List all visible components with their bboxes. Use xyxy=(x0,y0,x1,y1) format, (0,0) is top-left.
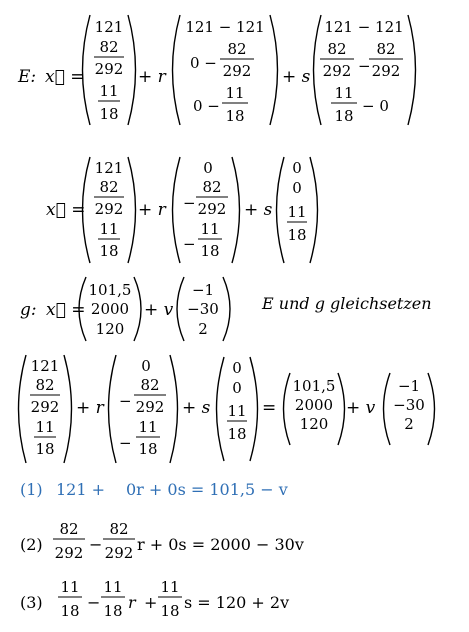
dir2-comp-3-suffix: − 0 xyxy=(362,97,389,115)
svg-text:+ v: + v xyxy=(346,398,376,418)
dir2-frac-a-den: 292 xyxy=(322,62,352,80)
base-frac3-num: 11 xyxy=(99,82,119,100)
dir2-frac3-num: 11 xyxy=(334,84,354,102)
svg-text:2000: 2000 xyxy=(90,300,130,318)
svg-text:+: + xyxy=(144,593,158,612)
dir2-frac-b-den: 292 xyxy=(371,62,401,80)
svg-text:s = 120 + 2v: s = 120 + 2v xyxy=(184,593,290,612)
plane-simplified xyxy=(0,155,469,265)
base-comp-1: 121 xyxy=(94,18,124,36)
note-set-equal: E und g gleichsetzen xyxy=(262,294,432,313)
svg-text:0: 0 xyxy=(292,179,302,197)
svg-text:82: 82 xyxy=(202,178,222,196)
dir1-frac3-den: 18 xyxy=(225,107,245,125)
equation-2 xyxy=(20,520,304,562)
svg-text:121: 121 xyxy=(94,159,124,177)
svg-text:+ v: + v xyxy=(144,300,174,320)
svg-text:18: 18 xyxy=(200,242,220,260)
svg-text:101,5: 101,5 xyxy=(292,377,336,395)
svg-text:2: 2 xyxy=(198,320,208,338)
svg-text:120: 120 xyxy=(299,415,329,433)
svg-text:11: 11 xyxy=(103,578,123,596)
svg-text:=: = xyxy=(262,398,277,418)
svg-text:11: 11 xyxy=(287,203,307,221)
svg-text:11: 11 xyxy=(227,402,247,420)
svg-text:2: 2 xyxy=(404,415,414,433)
dir1-comp-3-prefix: 0 − xyxy=(193,97,220,115)
dir2-frac3-den: 18 xyxy=(334,107,354,125)
svg-text:0: 0 xyxy=(232,379,242,397)
svg-text:18: 18 xyxy=(227,425,247,443)
dir2-minus: − xyxy=(358,57,371,75)
position-vector-x: x⃗ = xyxy=(46,200,86,220)
svg-text:0: 0 xyxy=(232,359,242,377)
equation-3 xyxy=(20,578,289,620)
dir2-comp-1: 121 − 121 xyxy=(324,18,404,36)
svg-text:2000: 2000 xyxy=(294,396,334,414)
dir1-comp-2-prefix: 0 − xyxy=(190,54,217,72)
svg-text:18: 18 xyxy=(35,440,55,458)
svg-text:11: 11 xyxy=(60,578,80,596)
svg-text:−1: −1 xyxy=(191,281,215,299)
svg-text:292: 292 xyxy=(94,200,124,218)
svg-text:0: 0 xyxy=(203,159,213,177)
svg-text:−: − xyxy=(183,235,196,253)
plus-s: + s xyxy=(282,67,311,87)
svg-text:121: 121 xyxy=(30,357,60,375)
svg-text:(3): (3) xyxy=(20,593,43,612)
svg-text:0r + 0s = 101,5 − v: 0r + 0s = 101,5 − v xyxy=(126,480,288,499)
svg-text:r: r xyxy=(128,593,136,612)
plane-equation xyxy=(0,10,469,130)
svg-text:−: − xyxy=(119,434,132,452)
svg-text:+ r: + r xyxy=(76,398,104,418)
plus-r: + r xyxy=(138,67,166,87)
svg-text:11: 11 xyxy=(99,220,119,238)
svg-text:−30: −30 xyxy=(393,396,425,414)
svg-text:292: 292 xyxy=(135,398,165,416)
svg-text:18: 18 xyxy=(138,440,158,458)
plane-label: E: xyxy=(18,67,37,87)
svg-text:+ r: + r xyxy=(138,200,166,220)
svg-text:−1: −1 xyxy=(397,377,421,395)
svg-text:11: 11 xyxy=(160,578,180,596)
svg-text:82: 82 xyxy=(35,376,55,394)
svg-text:101,5: 101,5 xyxy=(88,281,132,299)
svg-text:82: 82 xyxy=(109,520,129,538)
svg-text:292: 292 xyxy=(197,200,227,218)
dir2-frac-b-num: 82 xyxy=(376,40,396,58)
svg-text:0: 0 xyxy=(141,357,151,375)
svg-text:292: 292 xyxy=(30,398,60,416)
svg-text:11: 11 xyxy=(200,220,220,238)
position-vector-x: x⃗ = xyxy=(45,67,85,87)
svg-text:82: 82 xyxy=(59,520,79,538)
svg-text:−: − xyxy=(119,392,132,410)
svg-text:−: − xyxy=(87,593,101,612)
svg-text:x⃗ =: x⃗ = xyxy=(46,300,86,320)
dir1-comp-1: 121 − 121 xyxy=(185,18,265,36)
svg-text:0: 0 xyxy=(292,159,302,177)
svg-text:18: 18 xyxy=(287,226,307,244)
svg-text:18: 18 xyxy=(103,602,123,620)
svg-text:11: 11 xyxy=(138,418,158,436)
line-label: g: xyxy=(20,300,37,320)
svg-text:−30: −30 xyxy=(187,300,219,318)
dir1-frac-den: 292 xyxy=(222,62,252,80)
dir1-frac3-num: 11 xyxy=(225,84,245,102)
bracket-right xyxy=(128,15,136,125)
svg-text:+ s: + s xyxy=(244,200,273,220)
dir1-frac-num: 82 xyxy=(227,40,247,58)
svg-text:r + 0s = 2000 − 30v: r + 0s = 2000 − 30v xyxy=(137,535,304,554)
svg-text:18: 18 xyxy=(60,602,80,620)
dir2-frac-a-num: 82 xyxy=(327,40,347,58)
equated-equation xyxy=(0,353,469,465)
svg-text:18: 18 xyxy=(99,242,119,260)
svg-text:82: 82 xyxy=(140,376,160,394)
svg-text:120: 120 xyxy=(95,320,125,338)
equation-1 xyxy=(20,480,288,499)
svg-text:292: 292 xyxy=(54,544,84,562)
svg-text:18: 18 xyxy=(160,602,180,620)
line-equation xyxy=(0,275,469,345)
svg-text:(2): (2) xyxy=(20,535,43,554)
base-frac3-den: 18 xyxy=(99,105,119,123)
base-frac-num: 82 xyxy=(99,38,119,56)
svg-text:11: 11 xyxy=(35,418,55,436)
svg-text:82: 82 xyxy=(99,178,119,196)
svg-text:292: 292 xyxy=(104,544,134,562)
base-frac-den: 292 xyxy=(94,60,124,78)
svg-text:+ s: + s xyxy=(182,398,211,418)
svg-text:(1): (1) xyxy=(20,480,43,499)
svg-text:121 +: 121 + xyxy=(56,480,106,499)
linear-system xyxy=(0,474,469,632)
svg-text:−: − xyxy=(183,194,196,212)
svg-text:−: − xyxy=(89,535,103,554)
